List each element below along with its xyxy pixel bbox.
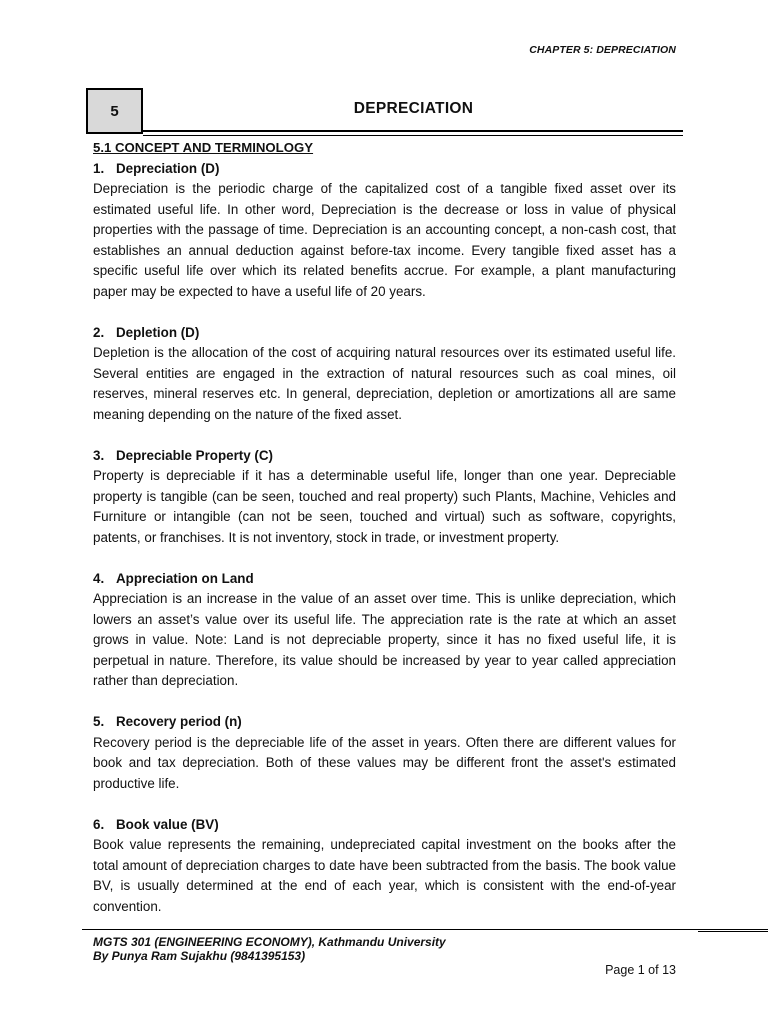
term-book-value xyxy=(93,815,676,918)
term-title-text: Appreciation on Land xyxy=(116,570,254,586)
section-heading: 5.1 CONCEPT AND TERMINOLOGY xyxy=(93,140,314,155)
footer-rule xyxy=(82,929,768,930)
term-appreciation-on-land xyxy=(93,569,676,692)
chapter-number: 5 xyxy=(110,102,119,120)
term-depreciation xyxy=(93,159,676,303)
term-body: Book value represents the remaining, undepreciated capital investment on the books after the total amount of depreciation charges to date have been subtracted from the basis. The book value BV, is usually determined at the end of each year, which is consistent with the end-of-year convention. xyxy=(93,837,676,914)
term-depreciable-property xyxy=(93,446,676,549)
term-title xyxy=(93,712,676,733)
term-title xyxy=(93,159,676,180)
chapter-rule-thick xyxy=(143,130,683,132)
term-number: 4. xyxy=(93,570,105,586)
chapter-rule-thin xyxy=(143,135,683,136)
term-recovery-period xyxy=(93,712,676,794)
term-title xyxy=(93,446,676,467)
page-content xyxy=(93,138,676,917)
term-title-text: Recovery period (n) xyxy=(116,714,242,729)
footer-course-line: MGTS 301 (ENGINEERING ECONOMY), Kathmandu University xyxy=(93,935,446,949)
term-body: Depletion is the allocation of the cost of acquiring natural resources over its estimated useful life. Several entities are engaged in the extraction of natural resources such as coal mines, oil reserves, mineral reserves etc. In general, depreciation, depletion or amortizations all are same meaning depending on the nature of the fixed asset. xyxy=(93,345,676,422)
term-number: 6. xyxy=(93,816,105,832)
running-head: CHAPTER 5: DEPRECIATION xyxy=(529,44,676,56)
page-number: Page 1 of 13 xyxy=(605,963,676,977)
chapter-number-box xyxy=(86,88,143,134)
term-number: 5. xyxy=(93,714,105,729)
term-number: 3. xyxy=(93,447,105,463)
term-title-text: Depreciation (D) xyxy=(116,160,220,176)
term-number: 1. xyxy=(93,160,105,176)
term-title xyxy=(93,323,676,344)
term-body: Property is depreciable if it has a determinable useful life, longer than one year. Depreciable property is tangible (can be seen, touched and real property) such Plants, Machine, Vehicles and Furniture or intangible (can not be seen, touched and virtual) such as software, copyrights, patents, or franchises. It is not inventory, stock in trade, or investment property. xyxy=(93,468,676,545)
term-title-text: Book value (BV) xyxy=(116,816,219,832)
term-title-text: Depreciable Property (C) xyxy=(116,447,274,463)
term-title xyxy=(93,569,676,590)
chapter-title: DEPRECIATION xyxy=(353,100,474,117)
footer-rule-accent xyxy=(698,931,768,932)
term-title-text: Depletion (D) xyxy=(116,324,200,340)
term-number: 2. xyxy=(93,324,105,340)
term-title xyxy=(93,815,676,836)
chapter-banner xyxy=(86,88,683,134)
term-body: Recovery period is the depreciable life of the asset in years. Often there are different values for book and tax depreciation. Both of these values may be different front the asset's estimated productive life. xyxy=(93,734,676,791)
footer-author-line: By Punya Ram Sujakhu (9841395153) xyxy=(93,949,306,963)
term-body: Appreciation is an increase in the value of an asset over time. This is unlike depreciation, which lowers an asset’s value over its useful life. The appreciation rate is the rate at which an asset grows in value. Note: Land is not depreciable property, since it has no fixed useful life, it is perpetual in nature. Therefore, its value should be increased by year to year called appreciation rather than depreciation. xyxy=(93,591,676,688)
term-depletion xyxy=(93,323,676,426)
term-body: Depreciation is the periodic charge of the capitalized cost of a tangible fixed asset over its estimated useful life. In other word, Depreciation is the decrease or loss in value of physical properties with the passage of time. Depreciation is an accounting concept, a non-cash cost, that establishes an annual deduction against before-tax income. Every tangible fixed asset has a specific useful life over which its related benefits accrue. For example, a plant manufacturing paper may be expected to have a useful life of 20 years. xyxy=(93,181,676,299)
